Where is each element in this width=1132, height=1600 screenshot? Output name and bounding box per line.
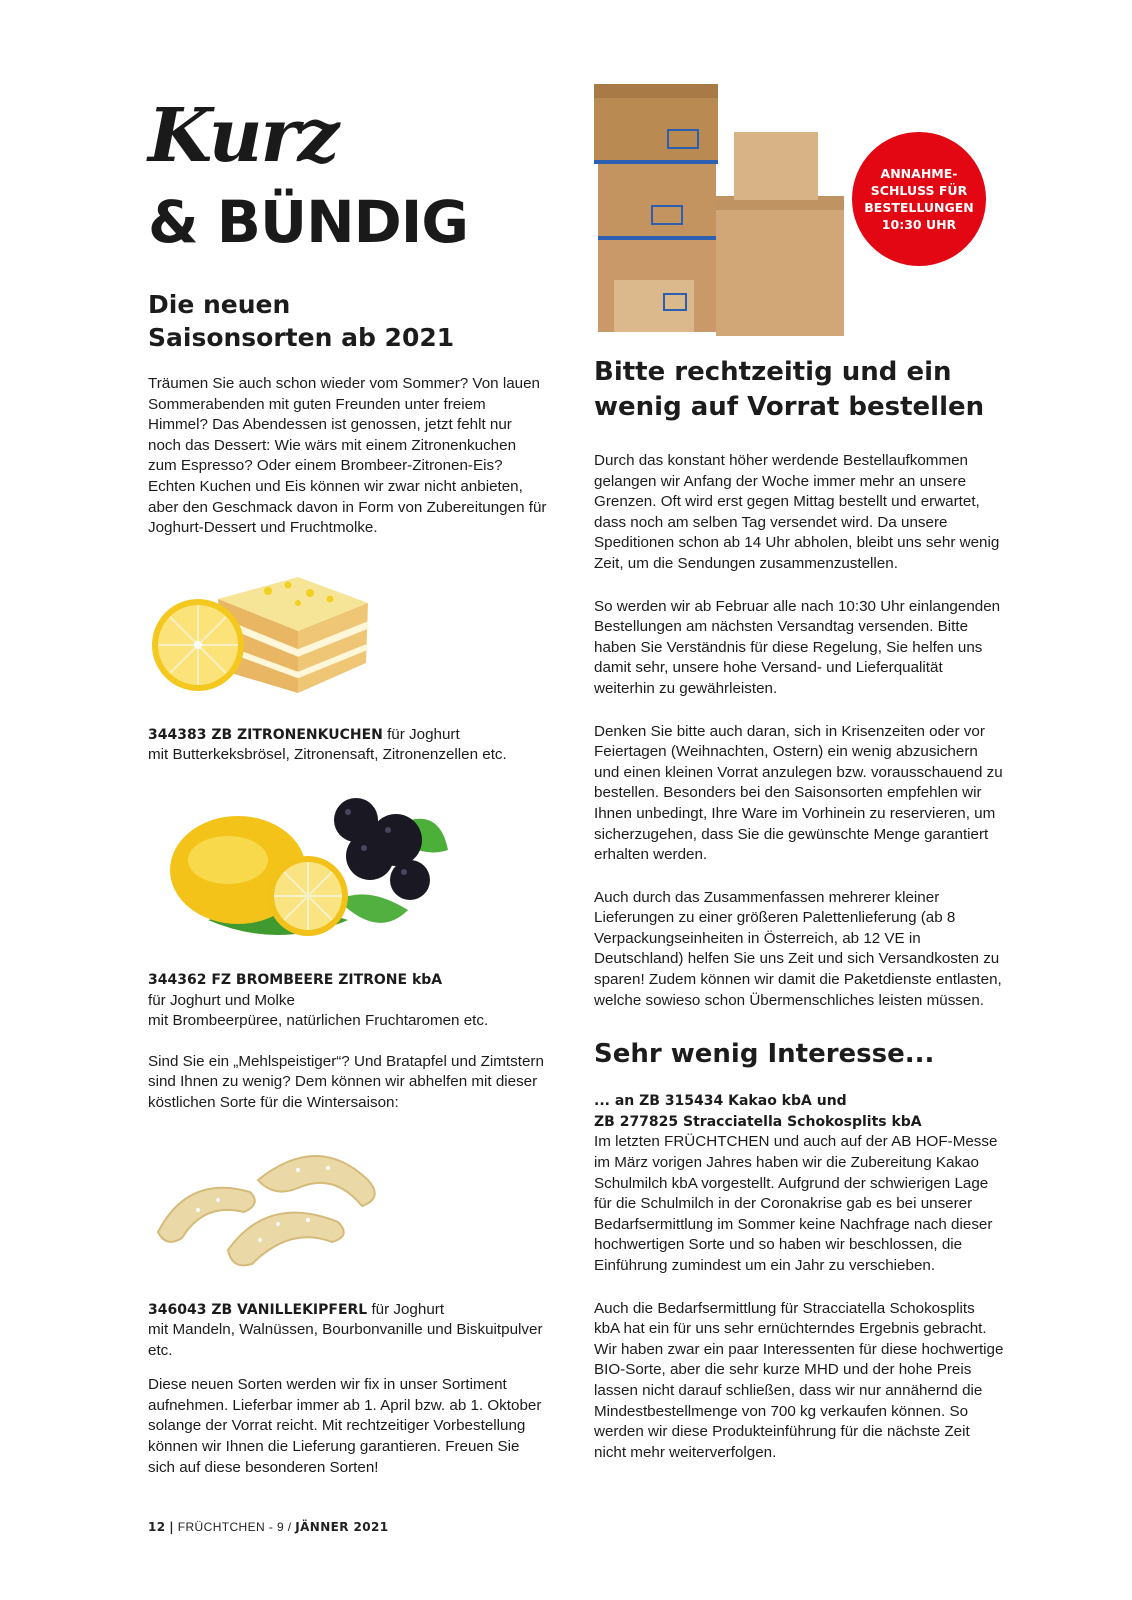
paragraph-palettenlieferung: Auch durch das Zusammenfassen mehrerer kleiner Lieferungen zu einer größeren Palettenlieferung (ab 8 Verpackungseinheiten in Österreich, ab 12 VE in Deutschland) helfen Sie uns Zeit und sich Versandkosten zu sparen! Zudem können wir damit die Paketdienste entlasten, welche sowieso schon Übermenschliches leisten müssen. xyxy=(594,888,1002,1009)
product-brombeere-zitrone: 344362 FZ BROMBEERE ZITRONE kbA für Joghurt und Molke mit Brombeerpüree, natürlichen Fruchtaromen etc. xyxy=(148,971,489,1030)
product-zitronenkuchen: 344383 ZB ZITRONENKUCHEN für Joghurt mit Butterkeksbrösel, Zitronensaft, Zitronenzellen etc. xyxy=(148,725,507,764)
intro-paragraph: Träumen Sie auch schon wieder vom Sommer? Von lauen Sommerabenden mit guten Freunden unter freiem Himmel? Das Abendessen ist genossen, jetzt fehlt nur noch das Dessert: Wie wärs mit einem Zitronenkuchen zum Espresso? Oder einem Brombeer-Zitronen-Eis? Echten Kuchen und Eis können wir zwar nicht anbieten, aber den Geschmack davon in Form von Zubereitungen für Joghurt-Dessert und Fruchtmolke. xyxy=(148,375,547,537)
blackberry-lemon-image xyxy=(148,790,458,950)
magazine-name: FRÜCHTCHEN - 9 / xyxy=(177,1520,292,1534)
heading-saisonsorten: Die neuen Saisonsorten ab 2021 xyxy=(148,290,455,352)
vanillekipferl-image xyxy=(148,1140,398,1280)
paragraph-bestellaufkommen: Durch das konstant höher werdende Bestellaufkommen gelangen wir Anfang der Woche immer mehr an unsere Grenzen. Oft wird erst gegen Mittag bestellt und erwartet, dass noch am selben Tag versendet wird. Da unsere Speditionen schon ab 14 Uhr abholen, bleibt uns sehr wenig Zeit, um die Sendungen zusammenzustellen. xyxy=(594,452,1000,572)
product-vanillekipferl: 346043 ZB VANILLEKIPFERL für Joghurt mit Mandeln, Walnüssen, Bourbonvanille und Biskuitpulver etc. xyxy=(148,1300,543,1359)
subheading-products: ... an ZB 315434 Kakao kbA und ZB 277825 Stracciatella Schokosplits kbA Im letzten FRÜCHTCHEN und auch auf der AB HOF-Messe im März vorigen Jahres haben wir die Zubereitung Kakao Schulmilch kbA vorgestellt. Aufgrund der schwierigen Lage für die Schulmilch in der Coronakrise gab es bei unserer Bedarfsermittlung im Sommer keine Nachfrage nach dieser hochwertigen Sorte und so haben wir beschlossen, die Einführung zumindest um ein Jahr zu verschieben. xyxy=(594,1093,998,1274)
page-footer: 12 | FRÜCHTCHEN - 9 / JÄNNER 2021 xyxy=(148,1520,389,1534)
heading-interesse: Sehr wenig Interesse... xyxy=(594,1039,935,1070)
lemon-cake-image xyxy=(148,563,378,703)
title-bold: & BÜNDIG xyxy=(148,188,468,256)
right-column xyxy=(594,80,1004,1463)
paragraph-stracciatella: Auch die Bedarfsermittlung für Stracciatella Schokosplits kbA hat ein für uns sehr ernüchterndes Ergebnis gebracht. Wir haben zwar ein paar Interessenten für diese hochwertige BIO-Sorte, aber die sehr kurze MHD und der hohe Preis lassen nicht darauf schließen, dass wir nur annähernd die Mindestbestellmenge von 700 kg verkaufen können. So werden wir diese Produkteinführung für die nächste Zeit nicht mehr weiterverfolgen. xyxy=(594,1299,1004,1461)
annahmeschluss-badge: ANNAHME-SCHLUSS FÜR BESTELLUNGEN 10:30 UHR xyxy=(852,132,986,266)
title-script: Kurz xyxy=(148,93,338,179)
issue-date: JÄNNER 2021 xyxy=(295,1520,389,1534)
paragraph-februar: So werden wir ab Februar alle nach 10:30 Uhr einlangenden Bestellungen am nächsten Versandtag versenden. Bitte haben Sie Verständnis für diese Regelung, Sie helfen uns damit sehr, unsere hohe Versand- und Lieferqualität weiterhin zu gewährleisten. xyxy=(594,597,1001,697)
boxes-image xyxy=(594,80,994,345)
closing-paragraph: Diese neuen Sorten werden wir fix in unser Sortiment aufnehmen. Lieferbar immer ab 1. April bzw. ab 1. Oktober solange der Vorrat reicht. Mit rechtzeitiger Vorbestellung können wir Ihnen die Lieferung garantieren. Freuen Sie sich auf diese besonderen Sorten! xyxy=(148,1376,542,1476)
mehlspeis-paragraph: Sind Sie ein „Mehlspeistiger“? Und Bratapfel und Zimtstern sind Ihnen zu wenig? Dem können wir abhelfen mit dieser köstlichen Sorte für die Wintersaison: xyxy=(148,1052,544,1111)
page-number: 12 xyxy=(148,1520,166,1534)
heading-vorrat: Bitte rechtzeitig und ein wenig auf Vorrat bestellen xyxy=(594,357,985,422)
paragraph-krisenzeiten: Denken Sie bitte auch daran, sich in Krisenzeiten oder vor Feiertagen (Weihnachten, Ostern) ein wenig abzusichern und einen kleinen Vorrat anzulegen bzw. vorausschauend zu bestellen. Besonders bei den Saisonsorten empfehlen wir Ihnen unbedingt, Ihre Ware im Vorhinein zu reservieren, um sicherzugehen, dass Sie die gewünschte Menge garantiert erhalten werden. xyxy=(594,722,1003,864)
left-column xyxy=(148,93,548,1478)
